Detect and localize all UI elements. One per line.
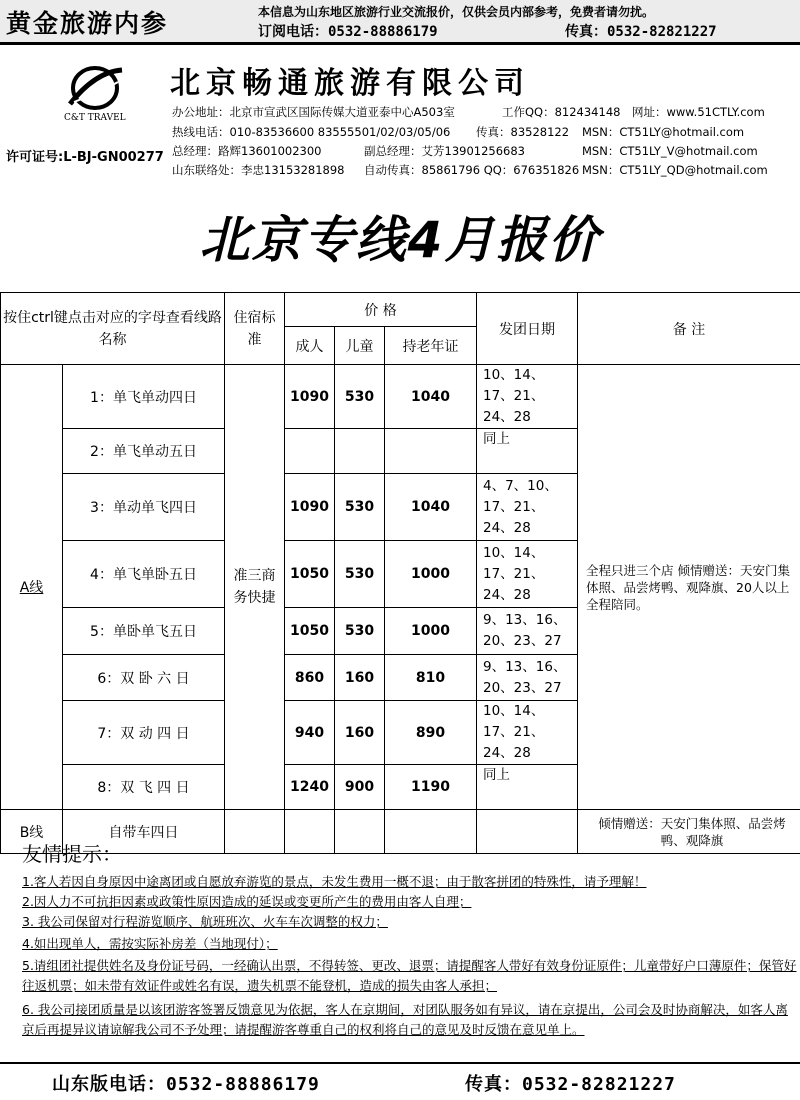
price-table — [0, 292, 800, 854]
adult-price: 1050 — [285, 541, 335, 608]
route-name: 1：单飞单动四日 — [63, 365, 225, 429]
child-price — [335, 429, 385, 474]
license-number: 许可证号:L-BJ-GN00277 — [6, 150, 164, 165]
empty-cell — [335, 810, 385, 854]
website-link[interactable]: 网址：www.51CTLY.com — [632, 105, 765, 119]
child-price: 160 — [335, 655, 385, 701]
msn-2: MSN：CT51LY_V@hotmail.com — [582, 144, 758, 158]
line-a-link[interactable]: A线 — [1, 365, 63, 810]
footer-phone: 山东版电话：0532-88886179 — [52, 1074, 320, 1095]
tip-item: 6. 我公司接团质量是以该团游客签署反馈意见为依据，客人在京期间，对团队服务如有异议，请在京提出，公司会及时协商解决，如客人离京后再提异议请谅解我公司不予处理；请提醒游客尊重自己的权利将自己的意见及时反馈在意见单上。 — [22, 1002, 788, 1037]
header-senior: 持老年证 — [385, 327, 477, 365]
route-name: 4：单飞单卧五日 — [63, 541, 225, 608]
header-adult: 成人 — [285, 327, 335, 365]
route-name: 2：单飞单动五日 — [63, 429, 225, 474]
header-price: 价 格 — [285, 293, 477, 327]
senior-price: 1040 — [385, 474, 477, 541]
route-name: 5：单卧单飞五日 — [63, 608, 225, 655]
logo-caption: C&T TRAVEL — [64, 113, 126, 123]
auto-fax: 自动传真：85861796 QQ：676351826 — [364, 163, 580, 177]
departure-dates: 10、14、17、21、24、28 — [477, 701, 578, 765]
senior-price: 1000 — [385, 541, 477, 608]
header-fax: 传真：0532-82821227 — [565, 24, 717, 40]
route-name: 3：单动单飞四日 — [63, 474, 225, 541]
senior-price: 1000 — [385, 608, 477, 655]
senior-price — [385, 429, 477, 474]
departure-dates: 4、7、10、17、21、24、28 — [477, 474, 578, 541]
adult-price — [285, 429, 335, 474]
senior-price: 890 — [385, 701, 477, 765]
adult-price: 860 — [285, 655, 335, 701]
tip-item: 3. 我公司保留对行程游览顺序、航班班次、火车车次调整的权力； — [22, 914, 388, 929]
child-price: 530 — [335, 474, 385, 541]
route-name: 7：双 动 四 日 — [63, 701, 225, 765]
empty-cell — [385, 810, 477, 854]
footer-fax: 传真：0532-82821227 — [465, 1074, 676, 1095]
shandong-contact: 山东联络处：李忠13153281898 — [172, 163, 345, 177]
general-manager: 总经理：路辉13601002300 — [172, 144, 322, 158]
header-note: 备 注 — [578, 293, 800, 365]
tip-item: 2.因人力不可抗拒因素或政策性原因造成的延误或变更所产生的费用由客人自理； — [22, 894, 472, 909]
adult-price: 1090 — [285, 474, 335, 541]
tip-item: 4.如出现单人，需按实际补房差（当地现付）； — [22, 936, 278, 951]
top-banner — [0, 0, 800, 45]
child-price: 160 — [335, 701, 385, 765]
departure-dates: 9、13、16、20、23、27 — [477, 608, 578, 655]
senior-price: 810 — [385, 655, 477, 701]
office-address: 办公地址：北京市宣武区国际传媒大道亚泰中心A503室 — [172, 105, 455, 119]
deputy-manager: 副总经理：艾芳13901256683 — [364, 144, 525, 158]
empty-cell — [225, 810, 285, 854]
company-name: 北京畅通旅游有限公司 — [170, 66, 530, 101]
departure-dates: 同上 — [477, 765, 578, 810]
header-child: 儿童 — [335, 327, 385, 365]
subscribe-phone: 订阅电话：0532-88886179 — [258, 24, 438, 40]
header-date: 发团日期 — [477, 293, 578, 365]
table-row — [1, 365, 800, 429]
member-notice: 本信息为山东地区旅游行业交流报价，仅供会员内部参考，免费者请勿扰。 — [258, 5, 655, 19]
hotline: 热线电话：010-83536600 83555501/02/03/05/06 — [172, 125, 451, 139]
brand-title: 黄金旅游内参 — [6, 9, 169, 38]
note-a: 全程只进三个店 倾情赠送：天安门集体照、品尝烤鸭、观降旗、20人以上全程陪同。 — [578, 365, 800, 810]
page-title: 北京专线4月报价 — [199, 211, 601, 269]
footer-divider — [0, 1062, 800, 1064]
senior-price: 1040 — [385, 365, 477, 429]
msn-1: MSN：CT51LY@hotmail.com — [582, 125, 745, 139]
header-route: 按住ctrl键点击对应的字母查看线路名称 — [1, 293, 225, 365]
adult-price: 1050 — [285, 608, 335, 655]
tips-title: 友情提示： — [22, 842, 122, 866]
child-price: 530 — [335, 541, 385, 608]
empty-cell — [285, 810, 335, 854]
route-name: 自带车四日 — [63, 810, 225, 854]
route-name: 8：双 飞 四 日 — [63, 765, 225, 810]
empty-cell — [477, 810, 578, 854]
departure-dates: 10、14、17、21、24、28 — [477, 541, 578, 608]
header-stay: 住宿标准 — [225, 293, 285, 365]
departure-dates: 9、13、16、20、23、27 — [477, 655, 578, 701]
company-fax: 传真：83528122 — [476, 125, 570, 139]
tip-item: 1.客人若因自身原因中途离团或自愿放弃游览的景点，未发生费用一概不退；由于散客拼团的特殊性，请予理解！ — [22, 874, 647, 889]
line-b-link[interactable]: B线 — [1, 810, 63, 854]
adult-price: 1240 — [285, 765, 335, 810]
senior-price: 1190 — [385, 765, 477, 810]
departure-dates: 10、14、17、21、24、28 — [477, 365, 578, 429]
note-b: 倾情赠送：天安门集体照、品尝烤鸭、观降旗 — [578, 810, 800, 854]
child-price: 530 — [335, 608, 385, 655]
stay-standard: 准三商务快捷 — [225, 365, 285, 810]
departure-dates: 同上 — [477, 429, 578, 474]
msn-3: MSN：CT51LY_QD@hotmail.com — [582, 163, 768, 177]
adult-price: 1090 — [285, 365, 335, 429]
route-name: 6：双 卧 六 日 — [63, 655, 225, 701]
child-price: 900 — [335, 765, 385, 810]
tip-item: 5.请组团社提供姓名及身份证号码，一经确认出票，不得转签、更改、退票；请提醒客人带好有效身份证原件；儿童带好户口薄原件；保管好往返机票；如未带有效证件或姓名有误，遗失机票不能登机，造成的损失由客人承担； — [22, 958, 797, 993]
work-qq: 工作QQ：812434148 — [502, 105, 621, 119]
child-price: 530 — [335, 365, 385, 429]
adult-price: 940 — [285, 701, 335, 765]
